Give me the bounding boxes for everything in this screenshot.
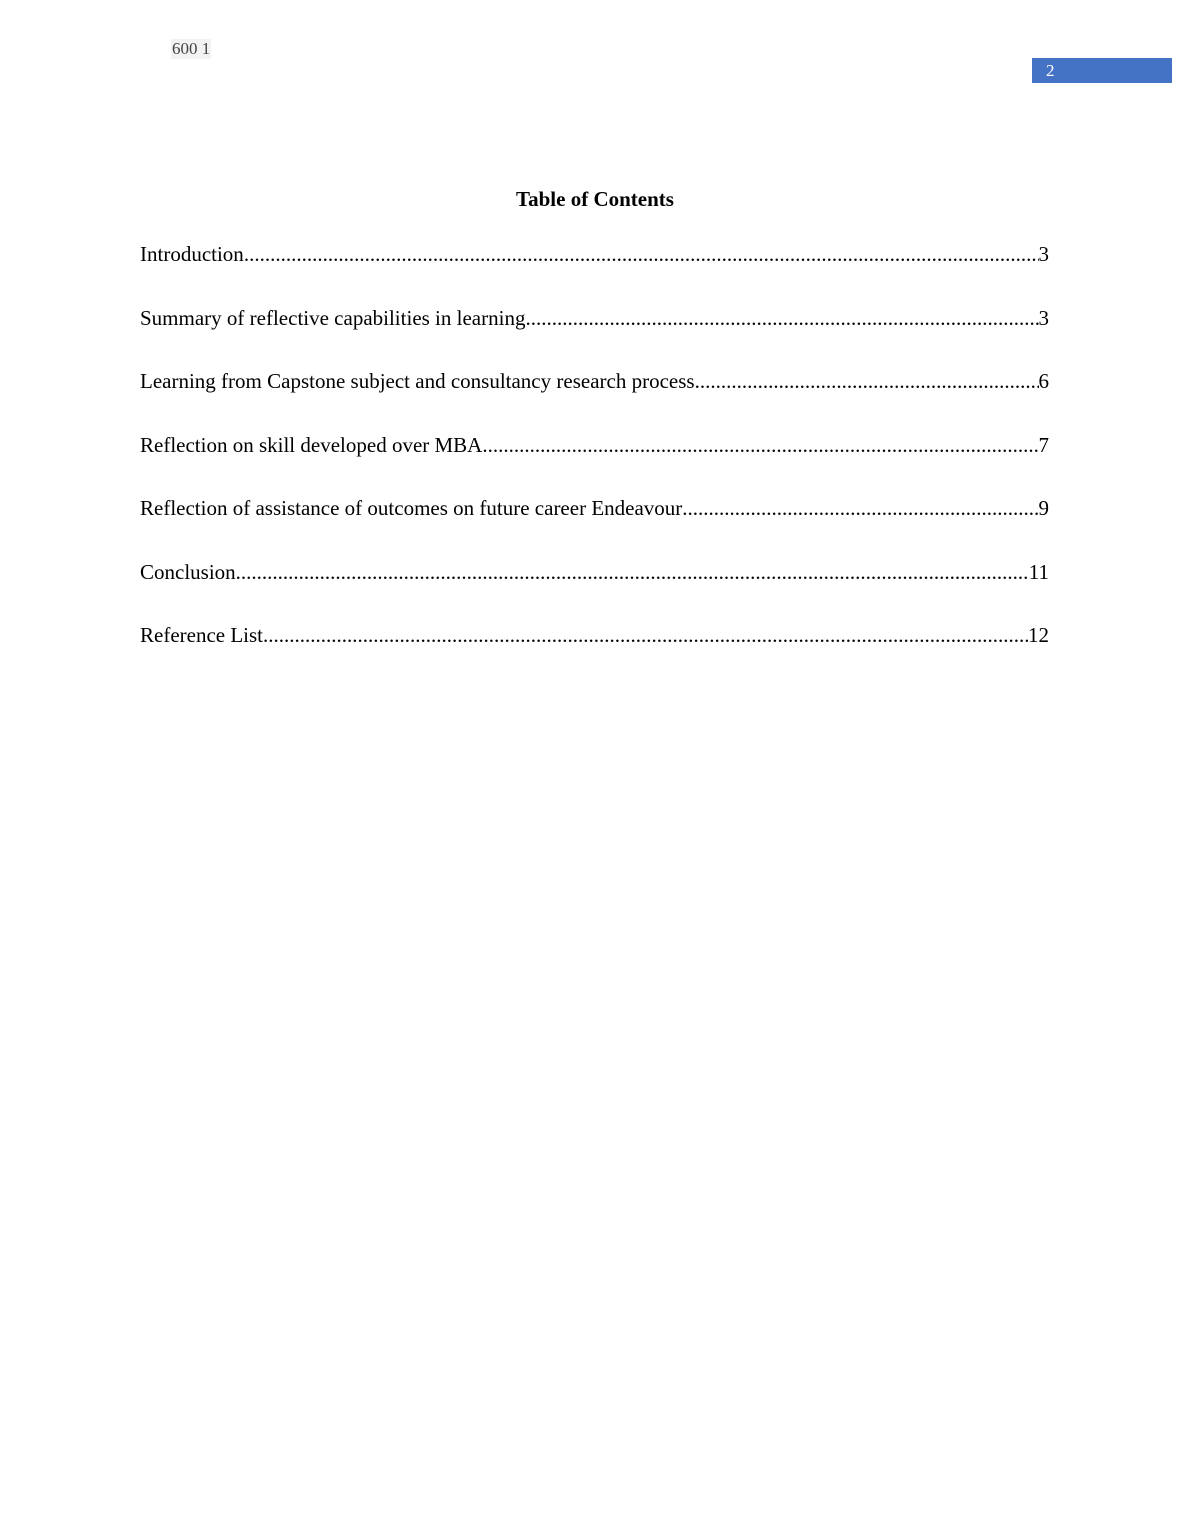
dot-leader <box>263 622 1028 648</box>
toc-entry-page: 11 <box>1028 559 1049 584</box>
toc-entry-conclusion[interactable] <box>140 559 1049 585</box>
dot-leader <box>525 305 1038 331</box>
dot-leader <box>682 495 1038 521</box>
toc-entry-label: Introduction <box>140 242 244 266</box>
toc-entry-page: 3 <box>1038 242 1049 266</box>
toc-entry-references[interactable] <box>140 622 1049 648</box>
toc-entry-summary[interactable] <box>140 305 1049 331</box>
toc-entry-skills[interactable] <box>140 432 1049 458</box>
dot-leader <box>236 559 1029 585</box>
toc-entry-label: Summary of reflective capabilities in learning <box>140 305 526 330</box>
toc-entry-page: 7 <box>1038 432 1049 457</box>
toc-entry-learning[interactable] <box>140 368 1049 394</box>
toc-entry-label: Learning from Capstone subject and consultancy research process <box>140 369 695 393</box>
toc-entry-label: Reflection of assistance of outcomes on future career Endeavour <box>140 496 683 520</box>
toc-entry-label: Reference List <box>140 623 264 647</box>
toc-entry-career[interactable] <box>140 495 1049 521</box>
toc-entry-page: 9 <box>1038 496 1049 520</box>
toc-entry-page: 12 <box>1028 623 1049 647</box>
toc-entry-label: Conclusion <box>140 559 236 584</box>
toc-entry-label: Reflection on skill developed over MBA <box>140 432 483 457</box>
toc-title: Table of Contents <box>516 187 674 211</box>
table-of-contents <box>140 241 1049 686</box>
page-number-box <box>1032 58 1172 83</box>
running-head: 600 1 <box>172 39 211 58</box>
toc-entry-page: 3 <box>1038 305 1049 330</box>
toc-entry-page: 6 <box>1038 369 1049 393</box>
dot-leader <box>244 241 1039 267</box>
page-number: 2 <box>1046 61 1055 80</box>
dot-leader <box>482 432 1038 458</box>
toc-entry-introduction[interactable] <box>140 241 1049 267</box>
dot-leader <box>695 368 1039 394</box>
